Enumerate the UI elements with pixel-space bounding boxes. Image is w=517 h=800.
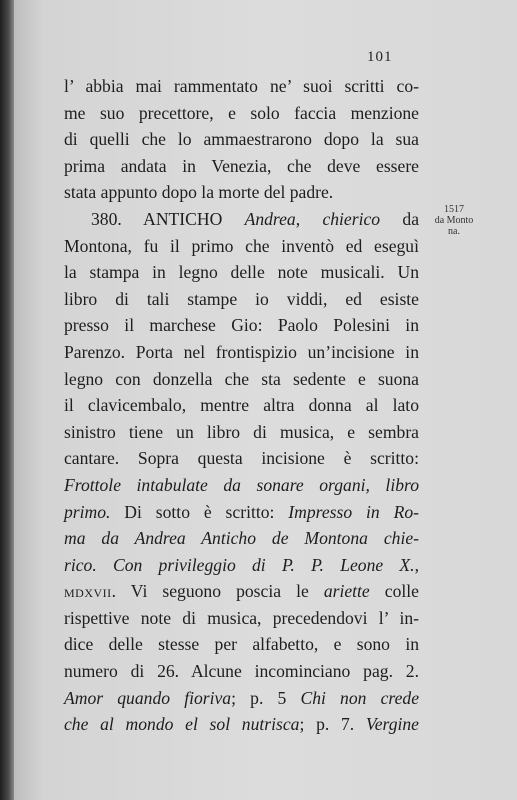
margin-note <box>429 204 479 237</box>
entry-forename: Andrea <box>244 208 296 229</box>
text-line: libro di tali stampe io viddi, ed esiste <box>64 288 419 309</box>
margin-note-year: 1517 <box>444 204 464 215</box>
song-title: Amor quando fioriva <box>64 687 232 708</box>
text-fragment: , <box>414 554 419 575</box>
text-line <box>64 578 419 605</box>
text-line: prima andata in Venezia, che deve essere <box>64 155 419 176</box>
text-line: di quelli che lo ammaestrarono dopo la sua <box>64 129 419 150</box>
text-fragment: , <box>295 208 323 229</box>
body-text <box>64 73 419 738</box>
song-title: Vergine <box>365 714 419 735</box>
text-line: il clavicembalo, mentre altra donna al lato <box>64 395 419 416</box>
text-fragment: ; p. 5 <box>231 687 301 708</box>
song-title: che al mondo el sol nutrisca <box>64 714 300 735</box>
margin-note-line: na. <box>448 226 460 237</box>
text-line <box>64 552 419 579</box>
binding-gutter <box>0 0 14 800</box>
text-line: numero di 26. Alcune incominciano pag. 2. <box>64 661 419 682</box>
song-title: Chi non crede <box>300 687 420 708</box>
book-title-end: primo. <box>64 501 111 522</box>
text-line: Montona, fu il primo che inventò ed eseguì <box>64 235 419 256</box>
text-line: la stampa in legno delle note musicali. Un <box>64 262 419 283</box>
entry-number-surname: 380. ANTICHO <box>91 208 245 229</box>
entry-title: chierico <box>322 208 381 229</box>
text-line: me suo precettore, e solo faccia menzione <box>64 102 419 123</box>
book-title-line: Frottole intabulate da sonare organi, libro <box>64 474 419 495</box>
text-line: sinistro tiene un libro di musica, e sembra <box>64 421 419 442</box>
text-line: stata appunto dopo la morte del padre. <box>64 182 334 203</box>
text-line: presso il marchese Gio: Paolo Polesini in <box>64 315 419 336</box>
text-line <box>64 685 419 712</box>
text-line: l’ abbia mai rammentato ne’ suoi scritti co- <box>64 76 419 96</box>
margin-note-line: da Monto <box>434 215 474 226</box>
text-fragment: colle <box>369 581 419 602</box>
imprint-text: Impresso in Ro- <box>288 501 419 522</box>
text-line <box>64 711 419 738</box>
text-line: dice delle stesse per alfabetto, e sono in <box>64 634 419 655</box>
imprint-text: rico. Con privileggio di P. P. Leone X. <box>64 554 415 575</box>
text-fragment: ; p. 7. <box>299 714 366 735</box>
text-line <box>64 499 419 526</box>
text-line: Parenzo. Porta nel frontispizio un’incisione in <box>64 341 419 362</box>
roman-year: mdxvii <box>64 581 112 602</box>
page-number: 101 <box>367 49 393 65</box>
italic-term: ariette <box>323 581 370 602</box>
imprint-line: ma da Andrea Anticho de Montona chie- <box>64 528 419 549</box>
text-fragment: Di sotto è scritto: <box>110 501 289 522</box>
book-page <box>14 0 517 800</box>
text-line: legno con donzella che sta sedente e suona <box>64 368 419 389</box>
text-line: rispettive note di musica, precedendovi l’ in- <box>64 607 419 628</box>
text-fragment: da <box>380 208 420 229</box>
text-fragment: . Vi seguono poscia le <box>111 581 324 602</box>
entry-heading-line <box>64 206 419 233</box>
text-line: cantare. Sopra questa incisione è scritto: <box>64 448 419 469</box>
